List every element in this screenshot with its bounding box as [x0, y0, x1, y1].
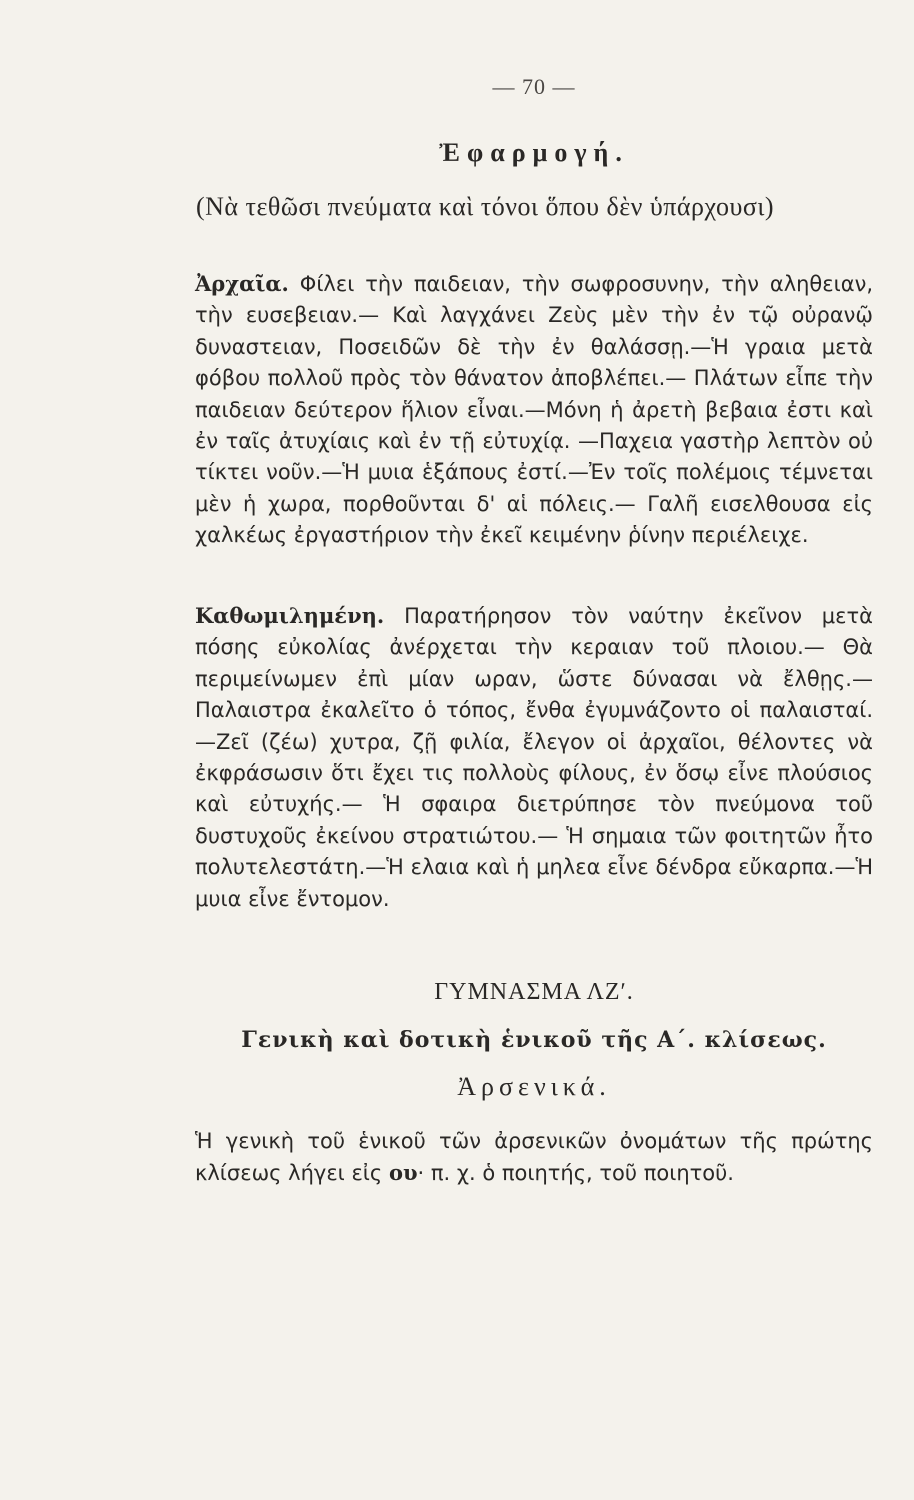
ancient-text: Φίλει τὴν παιδειαν, τὴν σωφροσυνην, τὴν αληθειαν, τὴν ευσεβειαν.— Καὶ λαγχάνει Ζεὺς μὲν τὴν ἐν τῷ οὐρανῷ δυναστειαν, Ποσειδῶν δὲ τὴν ἐν θαλάσσῃ.—Ἡ γραια μετὰ φόβου πολλοῦ πρὸς τὸν θάνατον ἀποβλέπει.— Πλάτων εἶπε τὴν παιδειαν δεύτερον ἥλιον εἶναι.—Μόνη ἡ ἀρετὴ βεβαια ἐστι καὶ ἐν ταῖς ἀτυχίαις καὶ ἐν τῇ εὐτυχίᾳ. —Παχεια γαστὴρ λεπτὸν οὐ τίκτει νοῦν.—Ἡ μυια ἑξάπους ἐστί.—Ἐν τοῖς πολέμοις τέμνεται μὲν ἡ χωρα, πορθοῦνται δ' αἱ πόλεις.— Γαλῆ εισελθουσα εἰς χαλκέως ἐργαστήριον τὴν ἐκεῖ κειμένην ῥίνην περιέλειχε.	[195, 272, 873, 548]
exercise-heading: ΓΥΜΝΑΣΜΑ ΛΖʹ.	[434, 979, 634, 1005]
rule-text-after: · π. χ. ὁ ποιητής, τοῦ ποιητοῦ.	[417, 1161, 734, 1186]
rule-ending: ου	[388, 1160, 418, 1186]
modern-label: Καθωμιλημένη.	[195, 603, 385, 628]
page-number: — 70 —	[492, 74, 576, 99]
ancient-label: Ἀρχαῖα.	[195, 271, 289, 296]
ancient-greek-paragraph	[195, 268, 873, 552]
section-title: Ἐφαρμογή.	[439, 138, 629, 167]
genitive-dative-heading: Γενικὴ καὶ δοτικὴ ἑνικοῦ τῆς Α΄. κλίσεως.	[241, 1027, 827, 1053]
modern-greek-paragraph	[195, 600, 873, 915]
exercise-instruction: (Νὰ τεθῶσι πνεύματα καὶ τόνοι ὅπου δὲν ὑπάρχουσι)	[196, 192, 775, 221]
rule-text-before: Ἡ γενικὴ τοῦ ἑνικοῦ τῶν ἀρσενικῶν ὀνομάτων τῆς πρώτης κλίσεως λήγει εἰς	[195, 1129, 873, 1186]
grammar-rule-paragraph	[195, 1126, 873, 1190]
masculine-heading: Ἀρσενικά.	[457, 1072, 611, 1101]
modern-text: Παρατήρησον τὸν ναύτην ἐκεῖνον μετὰ πόσης εὐκολίας ἀνέρχεται τὴν κεραιαν τοῦ πλοιου.— Θὰ περιμείνωμεν ἐπὶ μίαν ωραν, ὥστε δύνασαι νὰ ἔλθῃς.— Παλαιστρα ἐκαλεῖτο ὁ τόπος, ἔνθα ἐγυμνάζοντο οἱ παλαισταί.—Ζεῖ (ζέω) χυτρα, ζῇ φιλία, ἔλεγον οἱ ἀρχαῖοι, θέλοντες νὰ ἐκφράσωσιν ὅτι ἔχει τις πολλοὺς φίλους, ἐν ὅσῳ εἶνε πλούσιος καὶ εὐτυχής.— Ἡ σφαιρα διετρύπησε τὸν πνεύμονα τοῦ δυστυχοῦς ἐκείνου στρατιώτου.— Ἡ σημαια τῶν φοιτητῶν ἦτο πολυτελεστάτη.—Ἡ ελαια καὶ ἡ μηλεα εἶνε δένδρα εὔκαρπα.—Ἡ μυια εἶνε ἔντομον.	[195, 604, 873, 911]
